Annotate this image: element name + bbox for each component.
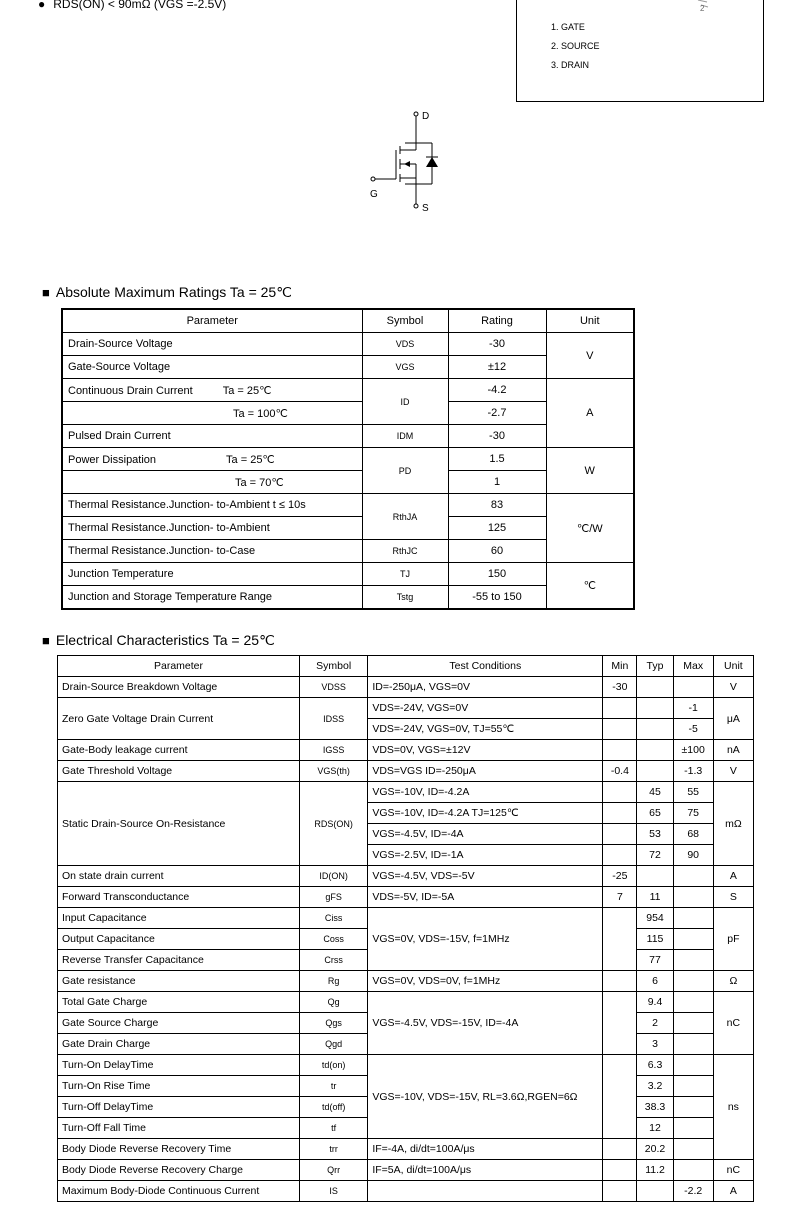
param-cell: Total Gate Charge (58, 992, 300, 1013)
symbol-cell: Qgs (300, 1013, 368, 1034)
rating-cell: 1 (448, 471, 546, 494)
symbol-cell: ID (362, 379, 448, 425)
max-cell: -2.2 (673, 1181, 713, 1202)
param-cell: On state drain current (58, 866, 300, 887)
symbol-cell: trr (300, 1139, 368, 1160)
unit-cell: V (713, 677, 753, 698)
feature-line (38, 0, 226, 11)
symbol-cell: ID(ON) (300, 866, 368, 887)
unit-cell: A (713, 1181, 753, 1202)
unit-cell: W (546, 448, 634, 494)
table-row (58, 1055, 754, 1076)
mosfet-schematic (360, 100, 450, 220)
condition-cell: VGS=-10V, ID=-4.2A TJ=125℃ (368, 803, 603, 824)
rating-cell: 1.5 (448, 448, 546, 471)
min-cell: 7 (603, 887, 637, 908)
condition-cell: VGS=-10V, ID=-4.2A (368, 782, 603, 803)
symbol-cell: Crss (300, 950, 368, 971)
min-cell (603, 845, 637, 866)
source-label: S (422, 203, 429, 214)
condition-text: Ta = 25℃ (226, 453, 275, 466)
header-unit: Unit (546, 309, 634, 333)
condition-text: Ta = 100℃ (233, 407, 288, 420)
symbol-cell: IS (300, 1181, 368, 1202)
min-cell (603, 803, 637, 824)
square-bullet-icon: ■ (42, 285, 50, 300)
typ-cell (637, 719, 673, 740)
typ-cell: 12 (637, 1118, 673, 1139)
param-cell: Body Diode Reverse Recovery Time (58, 1139, 300, 1160)
table-row (62, 563, 634, 586)
param-cell: Drain-Source Voltage (62, 333, 362, 356)
param-cell: Turn-On DelayTime (58, 1055, 300, 1076)
min-cell (603, 1139, 637, 1160)
unit-cell: ℃/W (546, 494, 634, 563)
symbol-cell: tf (300, 1118, 368, 1139)
rating-cell: -30 (448, 425, 546, 448)
table-row (58, 677, 754, 698)
min-cell (603, 1160, 637, 1181)
param-cell: Zero Gate Voltage Drain Current (58, 698, 300, 740)
condition-cell: IF=5A, di/dt=100A/μs (368, 1160, 603, 1181)
typ-cell: 11.2 (637, 1160, 673, 1181)
max-cell (673, 1097, 713, 1118)
condition-text: Ta = 25℃ (222, 384, 272, 397)
condition-cell: VGS=0V, VDS=0V, f=1MHz (368, 971, 603, 992)
table-row (58, 992, 754, 1013)
table-row (58, 782, 754, 803)
max-cell (673, 1118, 713, 1139)
unit-cell: A (713, 866, 753, 887)
symbol-cell: Qgd (300, 1034, 368, 1055)
condition-cell: VDS=-24V, VGS=0V, TJ=55℃ (368, 719, 603, 740)
typ-cell (637, 761, 673, 782)
max-cell: -5 (673, 719, 713, 740)
min-cell (603, 1055, 637, 1139)
typ-cell: 20.2 (637, 1139, 673, 1160)
param-cell: Input Capacitance (58, 908, 300, 929)
symbol-cell: Tstg (362, 586, 448, 610)
typ-cell: 11 (637, 887, 673, 908)
max-cell: 90 (673, 845, 713, 866)
min-cell (603, 1181, 637, 1202)
table-row (58, 740, 754, 761)
param-cell: Turn-Off DelayTime (58, 1097, 300, 1118)
unit-cell: ns (713, 1055, 753, 1160)
typ-cell (637, 740, 673, 761)
table-row (62, 333, 634, 356)
typ-cell: 65 (637, 803, 673, 824)
condition-cell: VDS=-24V, VGS=0V (368, 698, 603, 719)
param-cell (62, 471, 362, 494)
pin-mark (695, 0, 711, 16)
header-symbol: Symbol (362, 309, 448, 333)
symbol-cell: td(off) (300, 1097, 368, 1118)
max-cell (673, 1139, 713, 1160)
condition-cell: VGS=-4.5V, ID=-4A (368, 824, 603, 845)
param-cell: Gate Source Charge (58, 1013, 300, 1034)
max-cell: -1 (673, 698, 713, 719)
param-cell (62, 448, 362, 471)
typ-cell: 954 (637, 908, 673, 929)
typ-cell: 2 (637, 1013, 673, 1034)
param-cell: Thermal Resistance.Junction- to-Case (62, 540, 362, 563)
table-header-row (58, 656, 754, 677)
param-cell: Junction and Storage Temperature Range (62, 586, 362, 610)
condition-cell: VDS=-5V, ID=-5A (368, 887, 603, 908)
table-row (58, 866, 754, 887)
param-cell: Gate Drain Charge (58, 1034, 300, 1055)
param-cell: Turn-On Rise Time (58, 1076, 300, 1097)
max-cell (673, 866, 713, 887)
max-cell (673, 677, 713, 698)
rating-cell: -30 (448, 333, 546, 356)
min-cell: -25 (603, 866, 637, 887)
pin-list (551, 18, 600, 75)
min-cell (603, 992, 637, 1055)
symbol-cell: gFS (300, 887, 368, 908)
condition-cell: VGS=-4.5V, VDS=-15V, ID=-4A (368, 992, 603, 1055)
unit-cell: S (713, 887, 753, 908)
abs-max-table (61, 308, 635, 610)
typ-cell (637, 677, 673, 698)
symbol-cell: VGS(th) (300, 761, 368, 782)
abs-max-title (42, 284, 292, 301)
symbol-cell: VGS (362, 356, 448, 379)
param-text: Power Dissipation (68, 453, 157, 466)
condition-cell: VGS=-10V, VDS=-15V, RL=3.6Ω,RGEN=6Ω (368, 1055, 603, 1139)
symbol-cell: RthJC (362, 540, 448, 563)
max-cell (673, 971, 713, 992)
condition-cell: VGS=0V, VDS=-15V, f=1MHz (368, 908, 603, 971)
symbol-cell: Rg (300, 971, 368, 992)
max-cell: ±100 (673, 740, 713, 761)
rating-cell: -4.2 (448, 379, 546, 402)
max-cell (673, 908, 713, 929)
symbol-cell: PD (362, 448, 448, 494)
symbol-cell: Qrr (300, 1160, 368, 1181)
typ-cell: 77 (637, 950, 673, 971)
symbol-cell: TJ (362, 563, 448, 586)
max-cell (673, 950, 713, 971)
param-cell: Static Drain-Source On-Resistance (58, 782, 300, 866)
param-cell: Body Diode Reverse Recovery Charge (58, 1160, 300, 1181)
table-row (62, 448, 634, 471)
min-cell (603, 971, 637, 992)
max-cell (673, 929, 713, 950)
pin-mark-label: 2 (700, 4, 705, 13)
condition-cell: VGS=-2.5V, ID=-1A (368, 845, 603, 866)
symbol-cell: Coss (300, 929, 368, 950)
pin-source: 2. SOURCE (551, 41, 600, 51)
symbol-cell: Ciss (300, 908, 368, 929)
pin-gate: 1. GATE (551, 22, 585, 32)
pin-configuration-box (516, 0, 764, 102)
param-cell: Drain-Source Breakdown Voltage (58, 677, 300, 698)
max-cell (673, 887, 713, 908)
typ-cell: 3.2 (637, 1076, 673, 1097)
rating-cell: ±12 (448, 356, 546, 379)
param-cell (62, 379, 362, 402)
typ-cell: 3 (637, 1034, 673, 1055)
header-unit: Unit (713, 656, 753, 677)
unit-cell: A (546, 379, 634, 448)
table-row (62, 379, 634, 402)
max-cell: -1.3 (673, 761, 713, 782)
param-cell: Thermal Resistance.Junction- to-Ambient (62, 517, 362, 540)
abs-max-title-text: Absolute Maximum Ratings Ta = 25℃ (55, 284, 292, 300)
symbol-cell: IDSS (300, 698, 368, 740)
typ-cell: 9.4 (637, 992, 673, 1013)
rating-cell: 83 (448, 494, 546, 517)
condition-cell: IF=-4A, di/dt=100A/μs (368, 1139, 603, 1160)
table-row (58, 698, 754, 719)
min-cell (603, 719, 637, 740)
p-channel-mosfet-symbol-icon (360, 100, 450, 220)
typ-cell (637, 698, 673, 719)
max-cell (673, 1076, 713, 1097)
param-cell: Thermal Resistance.Junction- to-Ambient t ≤ 10s (62, 494, 362, 517)
table-row (58, 971, 754, 992)
unit-cell: μA (713, 698, 753, 740)
param-cell: Gate resistance (58, 971, 300, 992)
unit-cell: nC (713, 992, 753, 1055)
table-row (58, 1160, 754, 1181)
typ-cell: 53 (637, 824, 673, 845)
rating-cell: 150 (448, 563, 546, 586)
condition-cell: VDS=0V, VGS=±12V (368, 740, 603, 761)
symbol-cell: td(on) (300, 1055, 368, 1076)
elec-table (57, 655, 754, 1202)
typ-cell (637, 1181, 673, 1202)
param-cell (62, 402, 362, 425)
param-cell: Gate-Source Voltage (62, 356, 362, 379)
elec-title-text: Electrical Characteristics Ta = 25℃ (55, 632, 275, 648)
typ-cell: 6.3 (637, 1055, 673, 1076)
rating-cell: 125 (448, 517, 546, 540)
unit-cell: nC (713, 1160, 753, 1181)
param-cell: Turn-Off Fall Time (58, 1118, 300, 1139)
symbol-cell: RDS(ON) (300, 782, 368, 866)
table-row (58, 761, 754, 782)
param-cell: Maximum Body-Diode Continuous Current (58, 1181, 300, 1202)
max-cell (673, 1013, 713, 1034)
unit-cell: nA (713, 740, 753, 761)
min-cell (603, 824, 637, 845)
max-cell (673, 992, 713, 1013)
unit-cell: ℃ (546, 563, 634, 610)
elec-title (42, 632, 275, 649)
rating-cell: 60 (448, 540, 546, 563)
header-min: Min (603, 656, 637, 677)
param-cell: Gate Threshold Voltage (58, 761, 300, 782)
typ-cell: 115 (637, 929, 673, 950)
condition-cell: VGS=-4.5V, VDS=-5V (368, 866, 603, 887)
header-test-conditions: Test Conditions (368, 656, 603, 677)
min-cell (603, 698, 637, 719)
max-cell: 75 (673, 803, 713, 824)
rating-cell: -2.7 (448, 402, 546, 425)
param-text: Continuous Drain Current (68, 384, 193, 397)
bullet-icon: ● (38, 0, 46, 11)
unit-cell: mΩ (713, 782, 753, 866)
header-max: Max (673, 656, 713, 677)
rating-cell: -55 to 150 (448, 586, 546, 610)
min-cell: -0.4 (603, 761, 637, 782)
header-parameter: Parameter (58, 656, 300, 677)
table-row (58, 1181, 754, 1202)
typ-cell: 45 (637, 782, 673, 803)
table-header-row (62, 309, 634, 333)
min-cell (603, 908, 637, 971)
header-typ: Typ (637, 656, 673, 677)
param-cell: Reverse Transfer Capacitance (58, 950, 300, 971)
table-row (58, 1139, 754, 1160)
min-cell (603, 782, 637, 803)
typ-cell (637, 866, 673, 887)
param-cell: Output Capacitance (58, 929, 300, 950)
square-bullet-icon: ■ (42, 633, 50, 648)
min-cell (603, 740, 637, 761)
max-cell (673, 1160, 713, 1181)
symbol-cell: RthJA (362, 494, 448, 540)
param-cell: Forward Transconductance (58, 887, 300, 908)
symbol-cell: IDM (362, 425, 448, 448)
condition-cell: VDS=VGS ID=-250μA (368, 761, 603, 782)
drain-label: D (422, 111, 430, 122)
min-cell: -30 (603, 677, 637, 698)
symbol-cell: VDSS (300, 677, 368, 698)
symbol-cell: VDS (362, 333, 448, 356)
unit-cell: pF (713, 908, 753, 971)
typ-cell: 6 (637, 971, 673, 992)
param-cell: Gate-Body leakage current (58, 740, 300, 761)
table-row (58, 887, 754, 908)
header-rating: Rating (448, 309, 546, 333)
condition-cell: ID=-250μA, VGS=0V (368, 677, 603, 698)
max-cell: 68 (673, 824, 713, 845)
symbol-cell: tr (300, 1076, 368, 1097)
feature-text: RDS(ON) < 90mΩ (VGS =-2.5V) (53, 0, 227, 11)
condition-cell (368, 1181, 603, 1202)
header-symbol: Symbol (300, 656, 368, 677)
condition-text: Ta = 70℃ (235, 476, 284, 489)
header-parameter: Parameter (62, 309, 362, 333)
unit-cell: Ω (713, 971, 753, 992)
param-cell: Pulsed Drain Current (62, 425, 362, 448)
unit-cell: V (546, 333, 634, 379)
typ-cell: 72 (637, 845, 673, 866)
unit-cell: V (713, 761, 753, 782)
symbol-cell: Qg (300, 992, 368, 1013)
pin-drain: 3. DRAIN (551, 60, 590, 70)
max-cell (673, 1055, 713, 1076)
table-row (58, 908, 754, 929)
param-cell: Junction Temperature (62, 563, 362, 586)
max-cell: 55 (673, 782, 713, 803)
table-row (62, 494, 634, 517)
symbol-cell: IGSS (300, 740, 368, 761)
max-cell (673, 1034, 713, 1055)
gate-label: G (370, 189, 378, 200)
typ-cell: 38.3 (637, 1097, 673, 1118)
